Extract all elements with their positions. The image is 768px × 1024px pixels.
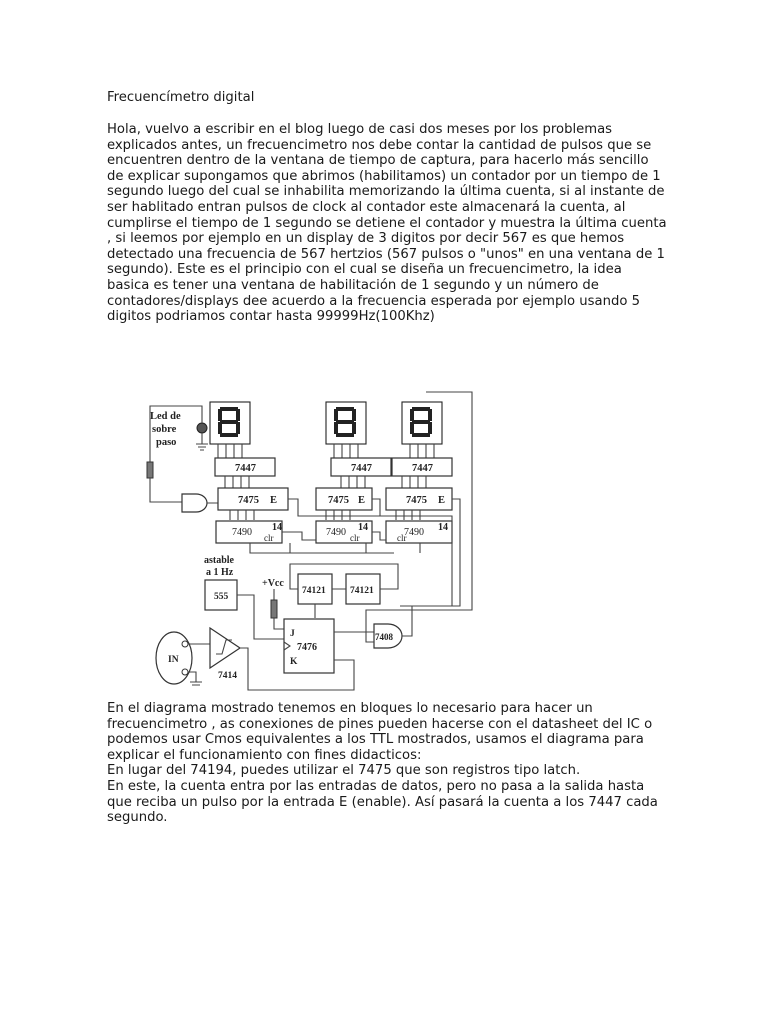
schmitt-label: 7414: [218, 671, 237, 681]
latch-label-2: 7475: [328, 495, 349, 506]
display-bus-wires: [410, 444, 434, 458]
astable-label-line-1: astable: [204, 555, 234, 566]
monostable-label-2: 74121: [350, 586, 374, 596]
led-ground-icon: [196, 433, 208, 450]
counter-pin-label-2: 14: [358, 522, 368, 533]
latch-bus-wires: [396, 510, 420, 520]
led-icon: [197, 423, 207, 433]
outro-paragraph-2: En lugar del 74194, puedes utilizar el 7475 que son registros tipo latch.: [107, 763, 581, 779]
astable-label-line-2: a 1 Hz: [206, 567, 234, 578]
latch-label-1: 7475: [238, 495, 259, 506]
digit-column-2: [316, 402, 391, 543]
frequency-counter-schematic: [130, 378, 475, 700]
counter-pin-label-3: 14: [438, 522, 448, 533]
latch-enable-label-3: E: [438, 495, 446, 506]
pullup-resistor-icon: [271, 600, 277, 618]
counter-pin-label-1: 14: [272, 522, 282, 533]
input-terminal-icon: [182, 641, 188, 647]
latch-label-3: 7475: [406, 495, 427, 506]
latch-enable-label-1: E: [270, 495, 278, 506]
led-label-line-2: sobre: [152, 424, 177, 435]
outro-text: [107, 701, 667, 826]
counter-clr-label-2: clr: [350, 533, 360, 543]
input-terminal-icon: [182, 669, 188, 675]
decoder-label-2: 7447: [351, 463, 372, 474]
clear-bus-wire: [250, 543, 420, 553]
flipflop-label: 7476: [297, 642, 317, 653]
latch-bus-wires: [230, 510, 254, 520]
outro-paragraph-3: En este, la cuenta entra por las entradas de datos, pero no pasa a la salida hasta que reciba un pulso por la entrada E (enable). Así pasará la cuenta a los 7447 cada segundo.: [107, 778, 658, 826]
counter-clr-label-3: clr: [397, 533, 407, 543]
led-driver-gate: [182, 494, 207, 512]
input-label: IN: [168, 655, 179, 665]
latch-bus-wires: [326, 510, 350, 520]
led-label-line-3: paso: [156, 437, 177, 448]
digit-column-1: [210, 402, 288, 543]
decoder-label-3: 7447: [412, 463, 433, 474]
monostable-label-1: 74121: [302, 586, 326, 596]
flipflop-k-label: K: [290, 657, 298, 667]
outro-paragraph-1: En el diagrama mostrado tenemos en bloques lo necesario para hacer un frecuencimetro , as conexiones de pines pueden hacerse con el datasheet del IC o podemos usar Cmos equivalentes a los TTL mostrados, usamos el diagrama para explicar el funcionamiento con fines didacticos:: [107, 701, 653, 763]
led-label-line-1: Led de: [150, 411, 181, 422]
flipflop-j-label: J: [290, 629, 295, 639]
decoder-label-1: 7447: [235, 463, 256, 474]
display-bus-wires: [218, 444, 242, 458]
schmitt-trigger-7414: [210, 628, 240, 668]
digit-column-3: [386, 402, 452, 543]
schmitt-output-wire: [240, 648, 248, 677]
intro-paragraph: Hola, vuelvo a escribir en el blog luego de casi dos meses por los problemas explicados antes, un frecuencimetro nos debe contar la cantidad de pulsos que se encuentren dentro de la ventana de tiempo de captura, para hacerlo más sencillo de explicar supongamos que abrimos (habilitamos) un contador por un tiempo de 1 segundo luego del cual se inhabilita memorizando la última cuenta, si al instante de ser hablitado entran pulsos de clock al contador este almacenará la cuenta, al cumplirse el tiempo de 1 segundo se detiene el contador y muestra la última cuenta , si leemos por ejemplo en un display de 3 digitos por decir 567 es que hemos detectado una frecuencia de 567 hertzios (567 pulsos o "unos" en una ventana de 1 segundo). Este es el principio con el cual se diseña un frecuencimetro, la idea basica es tener una ventana de habilitación de 1 segundo y un número de contadores/displays dee acuerdo a la frecuencia esperada por ejemplo usando 5 digitos podriamos contar hasta 99999Hz(100Khz): [107, 122, 667, 325]
counter-label-2: 7490: [326, 527, 346, 538]
decoder-bus-wires: [402, 476, 426, 488]
led-resistor-icon: [147, 462, 153, 478]
counter-label-1: 7490: [232, 527, 252, 538]
vcc-label: +Vcc: [262, 578, 284, 589]
counter-clr-label-1: clr: [264, 533, 274, 543]
display-bus-wires: [334, 444, 358, 458]
document-title: Frecuencímetro digital: [107, 90, 255, 105]
timer-555-label: 555: [214, 592, 229, 602]
and-gate-label: 7408: [375, 632, 393, 642]
led-resistor-wire: [150, 478, 182, 502]
pullup-wire: [274, 618, 284, 629]
decoder-bus-wires: [225, 476, 249, 488]
decoder-bus-wires: [341, 476, 365, 488]
latch-enable-label-2: E: [358, 495, 366, 506]
counter-label-3: 7490: [404, 527, 424, 538]
